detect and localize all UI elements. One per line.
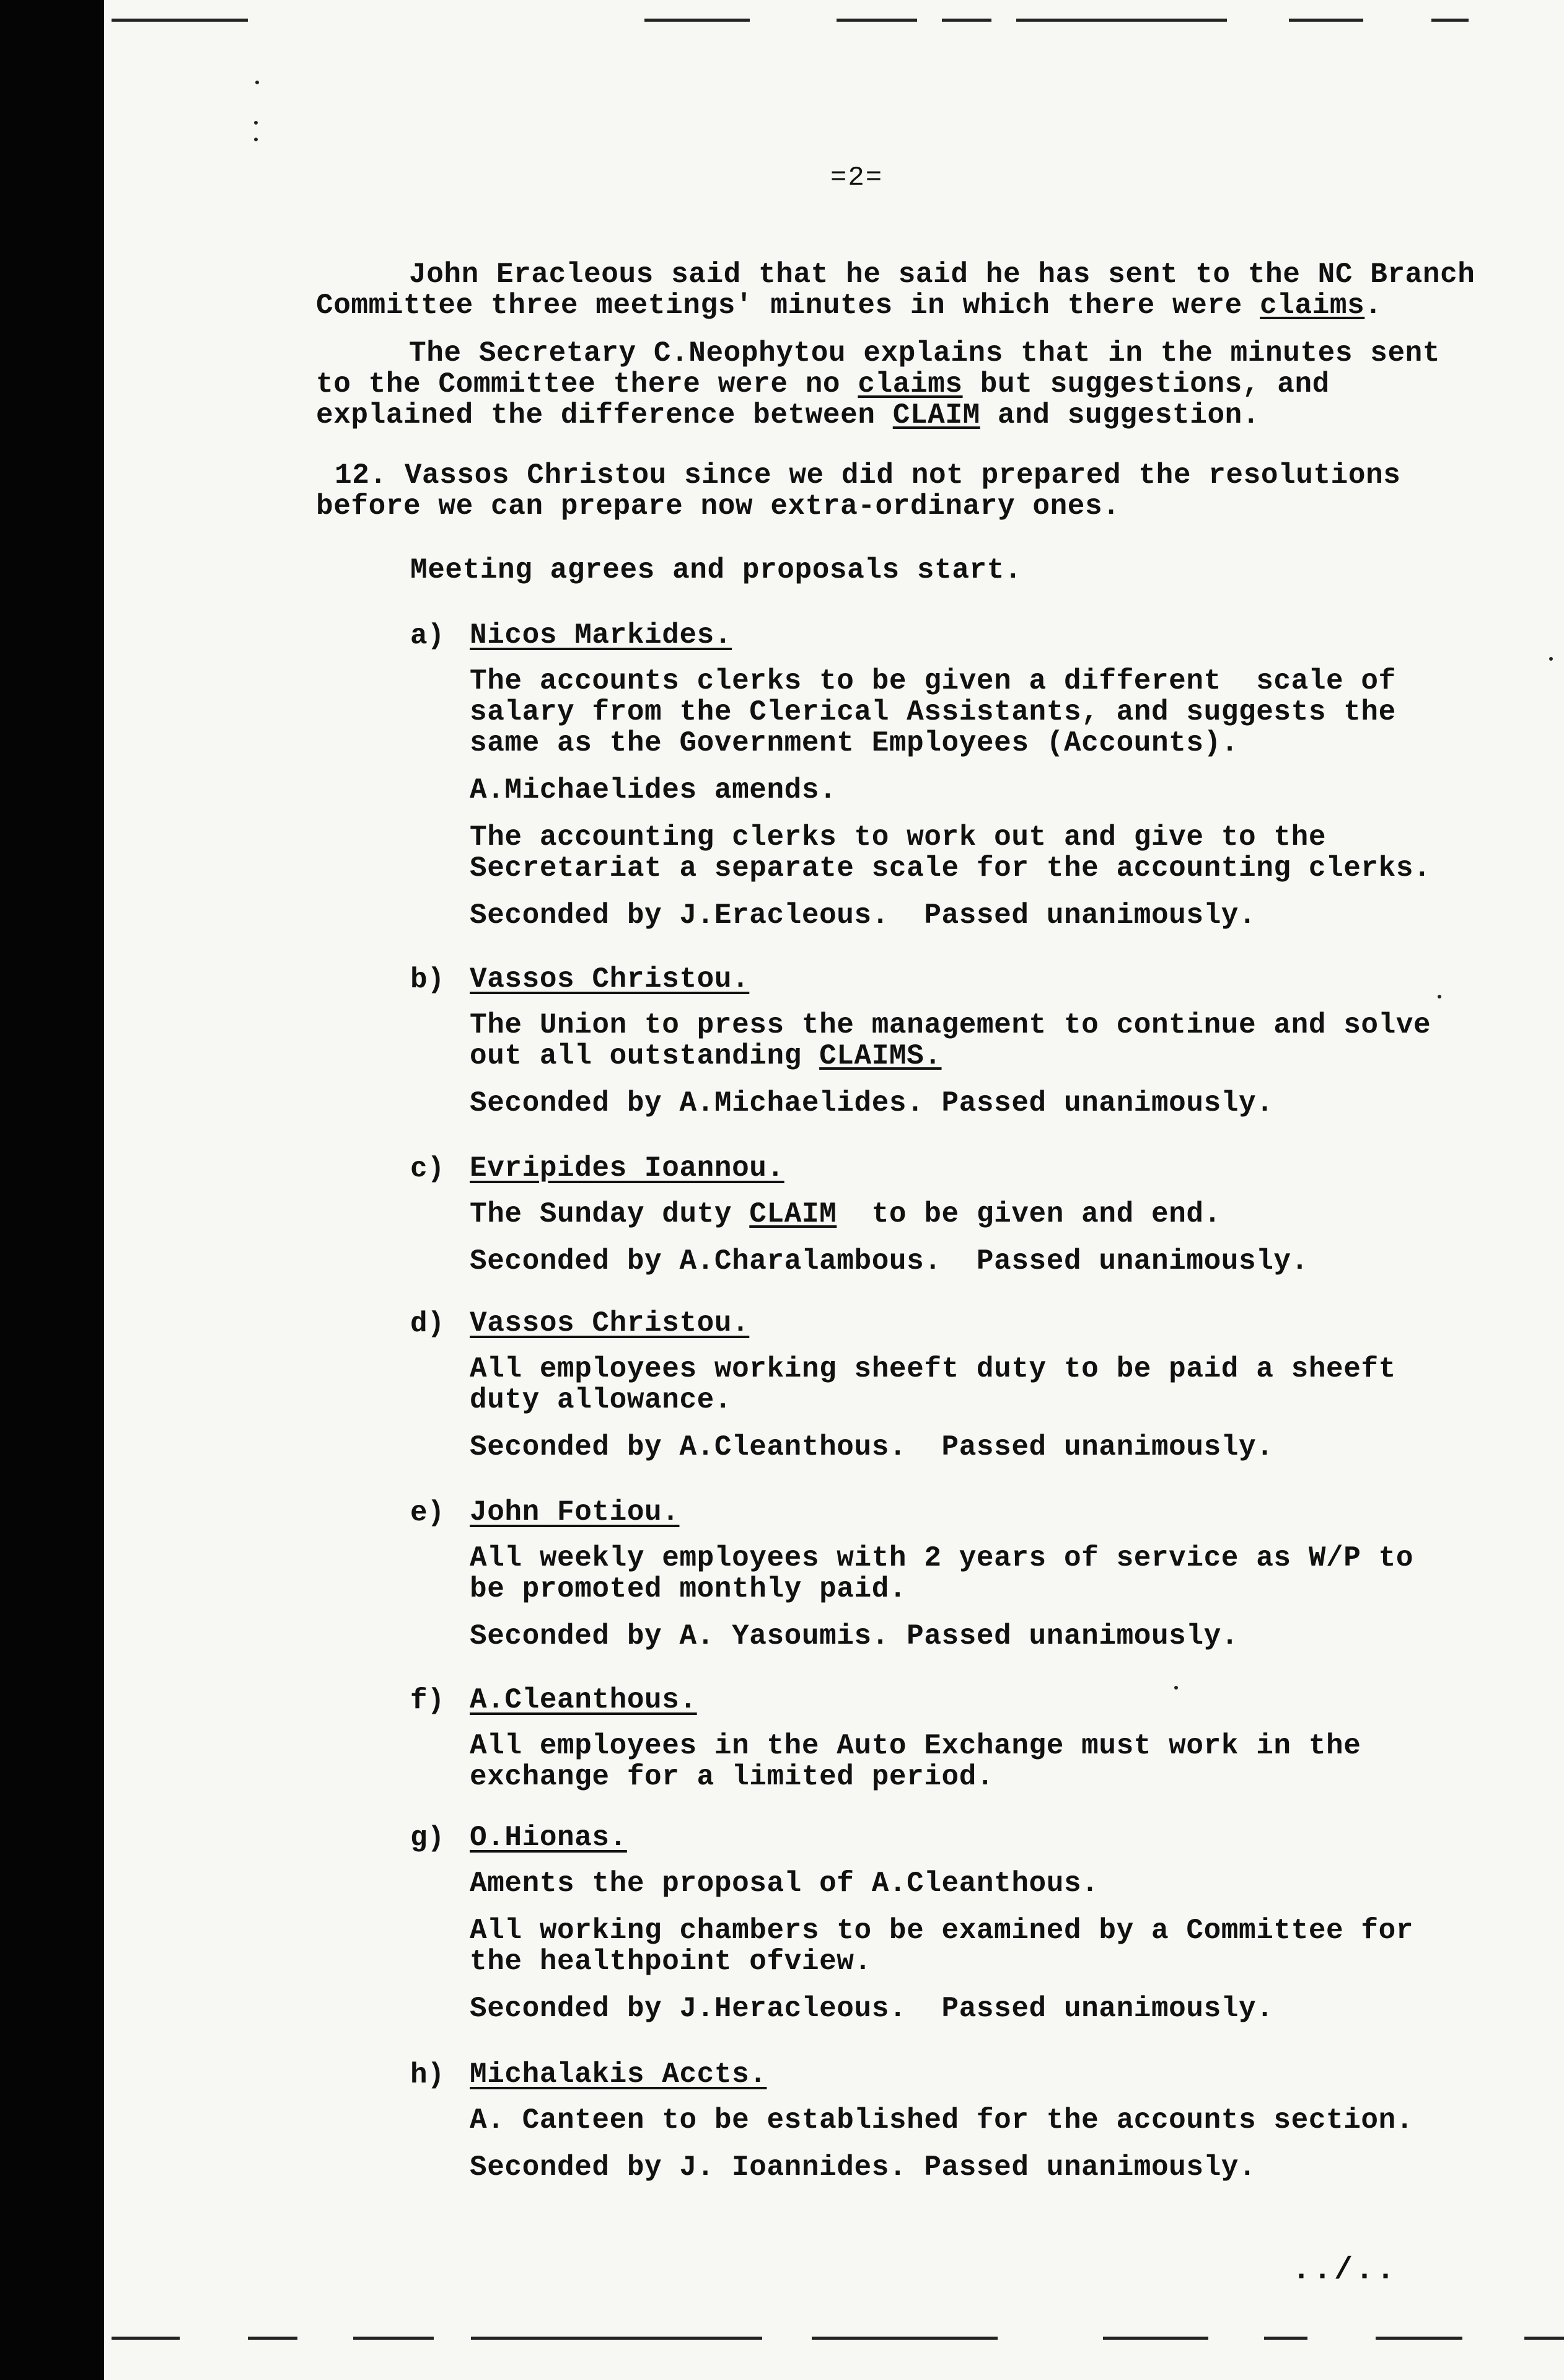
proposal-line: exchange for a limited period. — [470, 1761, 995, 1793]
proposal-line: All employees in the Auto Exchange must work in the — [470, 1730, 1361, 1762]
scan-speck — [1549, 657, 1553, 661]
proposer-name: Nicos Markides. — [470, 619, 732, 651]
proposer-name: Michalakis Accts. — [470, 2058, 767, 2091]
intro-line: before we can prepare now extra-ordinary ones. — [316, 490, 1120, 522]
proposer-name: John Fotiou. — [470, 1496, 680, 1528]
proposal-line: duty allowance. — [470, 1384, 732, 1416]
proposal-line: Seconded by J.Heracleous. Passed unanimously. — [470, 1993, 1274, 2025]
proposer-name: A.Cleanthous. — [470, 1684, 697, 1716]
intro-line: 12. Vassos Christou since we did not prepared the resolutions — [335, 459, 1401, 491]
proposal-line: Seconded by A. Yasoumis. Passed unanimously. — [470, 1620, 1239, 1652]
intro-line: Committee three meetings' minutes in which there were claims. — [316, 289, 1382, 322]
intro-line: John Eracleous said that he said he has sent to the NC Branch — [409, 258, 1475, 291]
item-label: f) — [410, 1685, 445, 1717]
proposal-line: out all outstanding CLAIMS. — [470, 1040, 942, 1072]
item-label: c) — [410, 1153, 445, 1185]
proposal-line: The accounting clerks to work out and give to the — [470, 821, 1327, 853]
continuation-mark: ../.. — [1292, 2253, 1398, 2288]
bottom-rule — [112, 2337, 1555, 2340]
intro-line: explained the difference between CLAIM and suggestion. — [316, 399, 1260, 431]
proposer-name: Vassos Christou. — [470, 963, 750, 995]
proposal-line: Secretariat a separate scale for the accounting clerks. — [470, 852, 1431, 884]
proposal-line: salary from the Clerical Assistants, and suggests the — [470, 696, 1396, 728]
item-label: e) — [410, 1497, 445, 1529]
intro-line: The Secretary C.Neophytou explains that in the minutes sent — [409, 337, 1441, 369]
binding-strip — [0, 0, 104, 2380]
proposal-line: Seconded by A.Cleanthous. Passed unanimously. — [470, 1431, 1274, 1463]
item-label: b) — [410, 964, 445, 996]
intro-line: to the Committee there were no claims but suggestions, and — [316, 368, 1330, 400]
proposal-line: All weekly employees with 2 years of service as W/P to — [470, 1542, 1414, 1574]
proposal-line: Seconded by A.Charalambous. Passed unanimously. — [470, 1245, 1309, 1277]
item-label: g) — [410, 1822, 445, 1854]
proposal-line: The Sunday duty CLAIM to be given and end. — [470, 1198, 1221, 1230]
proposal-line: The accounts clerks to be given a different scale of — [470, 665, 1396, 697]
proposal-line: Seconded by J. Ioannides. Passed unanimously. — [470, 2151, 1257, 2184]
item-label: d) — [410, 1308, 445, 1340]
scan-speck — [1438, 995, 1441, 998]
proposer-name: Evripides Ioannou. — [470, 1152, 784, 1184]
proposal-line: The Union to press the management to continue and solve — [470, 1009, 1431, 1041]
item-label: a) — [410, 620, 445, 652]
proposal-line: A.Michaelides amends. — [470, 774, 837, 806]
proposal-line: Aments the proposal of A.Cleanthous. — [470, 1867, 1099, 1900]
proposal-line: All employees working sheeft duty to be paid a sheeft — [470, 1353, 1396, 1385]
proposal-line: Seconded by J.Eracleous. Passed unanimously. — [470, 899, 1257, 932]
proposal-line: A. Canteen to be established for the accounts section. — [470, 2104, 1414, 2136]
proposal-line: be promoted monthly paid. — [470, 1573, 907, 1605]
scan-speck — [255, 81, 259, 84]
item-label: h) — [410, 2059, 445, 2091]
proposer-name: Vassos Christou. — [470, 1307, 750, 1339]
proposal-line: the healthpoint ofview. — [470, 1946, 872, 1978]
page-number: =2= — [830, 162, 884, 193]
scan-speck — [254, 138, 258, 141]
scan-speck — [1174, 1686, 1178, 1690]
scan-speck — [254, 121, 258, 125]
proposal-line: same as the Government Employees (Accounts). — [470, 727, 1239, 759]
proposal-line: All working chambers to be examined by a Committee for — [470, 1915, 1414, 1947]
intro-line: Meeting agrees and proposals start. — [410, 554, 1022, 586]
proposer-name: O.Hionas. — [470, 1822, 627, 1854]
proposal-line: Seconded by A.Michaelides. Passed unanimously. — [470, 1087, 1274, 1119]
top-rule — [112, 19, 1555, 22]
